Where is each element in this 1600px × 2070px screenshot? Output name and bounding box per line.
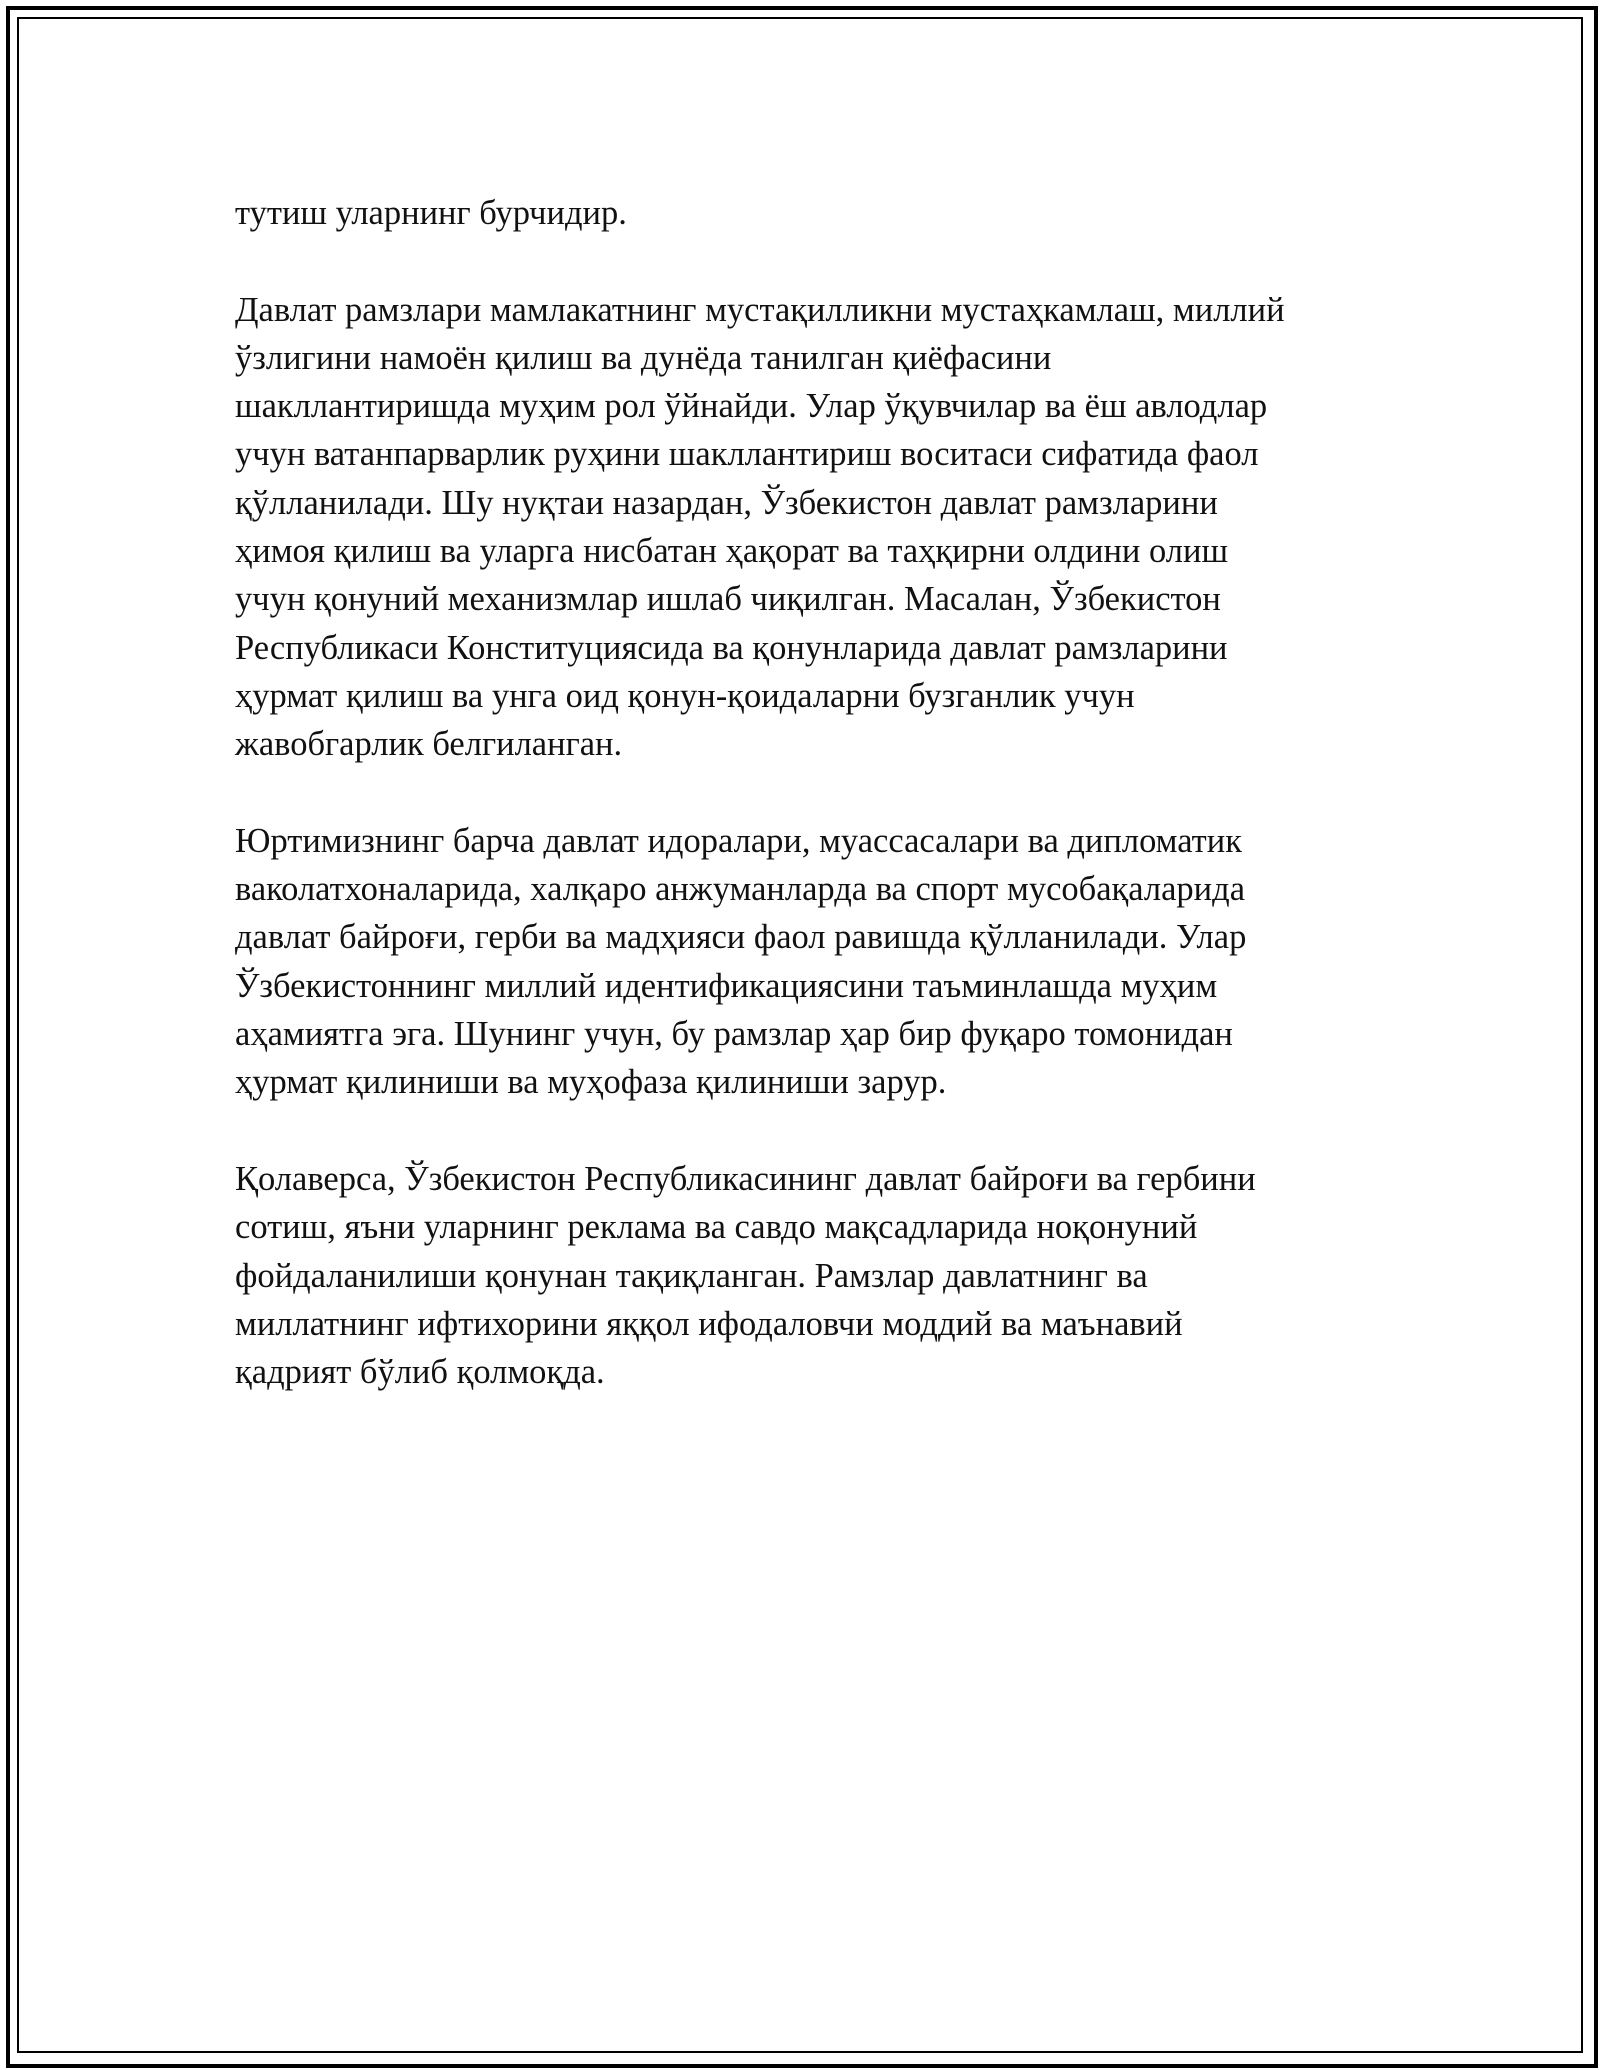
- text-line: шакллантиришда муҳим рол ўйнайди. Улар ўқувчилар ва ёш авлодлар: [235, 387, 1268, 426]
- text-line: ҳимоя қилиш ва уларга нисбатан ҳақорат ва таҳқирни олдини олиш: [235, 532, 1229, 571]
- text-line: қўлланилади. Шу нуқтаи назардан, Ўзбекистон давлат рамзларини: [235, 483, 1218, 522]
- text-line: Республикаси Конституциясида ва қонунларида давлат рамзларини: [235, 628, 1228, 667]
- text-line: фойдаланилиши қонунан тақиқланган. Рамзлар давлатнинг ва: [235, 1256, 1148, 1295]
- paragraph-1: [235, 189, 1365, 237]
- document-body: [235, 189, 1365, 1396]
- text-line: давлат байроғи, герби ва мадҳияси фаол равишда қўлланилади. Улар: [235, 918, 1247, 957]
- text-line: ўзлигини намоён қилиш ва дунёда танилган қиёфасини: [235, 338, 1052, 377]
- text-line: Ўзбекистоннинг миллий идентификациясини таъминлашда муҳим: [235, 966, 1218, 1005]
- text-line: ҳурмат қилиниши ва муҳофаза қилиниши зарур.: [235, 1063, 947, 1102]
- text-line: Қолаверса, Ўзбекистон Республикасининг давлат байроғи ва гербини: [235, 1159, 1256, 1198]
- text-line: учун ватанпарварлик руҳини шакллантириш воситаси сифатида фаол: [235, 435, 1259, 474]
- paragraph-3: [235, 817, 1365, 1107]
- paragraph-4: [235, 1155, 1365, 1396]
- text-line: жавобгарлик белгиланган.: [235, 725, 623, 764]
- text-line: аҳамиятга эга. Шунинг учун, бу рамзлар ҳар бир фуқаро томонидан: [235, 1015, 1233, 1054]
- text-line: ваколатхоналарида, халқаро анжуманларда ва спорт мусобақаларида: [235, 870, 1246, 909]
- text-line: сотиш, яъни уларнинг реклама ва савдо мақсадларида ноқонуний: [235, 1208, 1198, 1247]
- text-line: қадрият бўлиб қолмоқда.: [235, 1353, 605, 1392]
- text-line: учун қонуний механизмлар ишлаб чиқилган. Масалан, Ўзбекистон: [235, 580, 1221, 619]
- text-line: миллатнинг ифтихорини яққол ифодаловчи моддий ва маънавий: [235, 1304, 1183, 1343]
- paragraph-2: [235, 286, 1365, 769]
- text-line: ҳурмат қилиш ва унга оид қонун-қоидаларни бузганлик учун: [235, 676, 1135, 715]
- text-line: Юртимизнинг барча давлат идоралари, муассасалари ва дипломатик: [235, 821, 1242, 860]
- text-line: тутиш уларнинг бурчидир.: [235, 194, 627, 232]
- text-line: Давлат рамзлари мамлакатнинг мустақилликни мустаҳкамлаш, миллий: [235, 290, 1285, 329]
